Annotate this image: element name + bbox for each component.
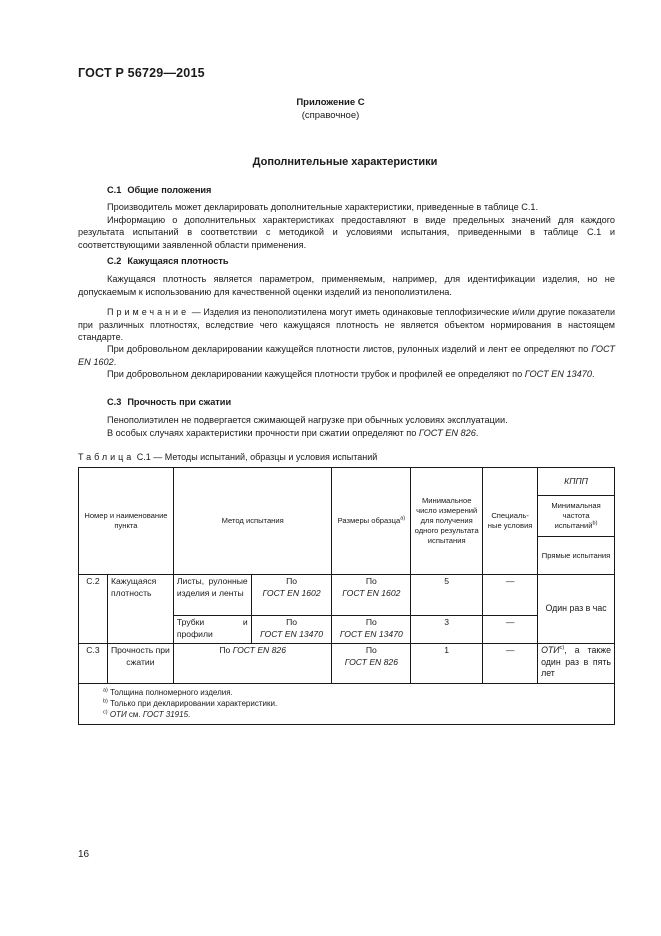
section-c1-body: [78, 201, 615, 251]
paragraph: Производитель может декларировать дополнительные характеристики, приведенные в таблице С.1.: [107, 202, 539, 212]
row-count: 1: [411, 644, 483, 684]
header-min-count: Минимальное число измерений для получения одного результата испытания: [411, 468, 483, 575]
standard-ref: ГОСТ EN 1602: [342, 587, 401, 598]
row-name: Кажущаяся плотность: [107, 575, 173, 644]
paragraph: Пенополиэтилен не подвергается сжимающей нагрузке при обычных условиях эксплуатации.: [107, 415, 508, 425]
row-count: 3: [411, 616, 483, 644]
row-direct: $ОТИ^{с)}$, а также один раз в пять лет: [538, 644, 615, 684]
table-row: [79, 644, 615, 684]
header-item: Номер и наименование пункта: [79, 468, 174, 575]
footnote-mark: с): [559, 645, 565, 652]
row-direct: Один раз в час: [538, 575, 615, 644]
section-number: С.2: [107, 256, 122, 266]
section-title: Кажущаяся плотность: [127, 256, 229, 266]
standard-ref: ГОСТ EN 13470: [339, 628, 403, 639]
header-special: Специаль- ные условия: [483, 468, 538, 575]
row-number: С.2: [79, 575, 108, 644]
standard-ref: ГОСТ EN 826: [344, 656, 398, 667]
row-special: —: [483, 644, 538, 684]
paragraph: Информацию о дополнительных характеристиках предоставляют в виде предельных значений для каждого результата испытаний в соответствии с методикой и условиями испытания, приведенными в таблице С.1 и соответствующими заявленной области применения.: [78, 214, 615, 250]
characteristics-table: [78, 467, 615, 725]
row-method: По ГОСТ EN 1602: [251, 575, 332, 616]
table-footnotes: [79, 684, 615, 725]
standard-ref: ГОСТ EN 1602: [262, 587, 321, 598]
row-number: С.3: [79, 644, 108, 684]
section-title: Прочность при сжатии: [127, 397, 232, 407]
standard-ref: ГОСТ EN 826: [418, 427, 476, 438]
main-title: Дополнительные характеристики: [252, 156, 438, 168]
footnote: $^{с)}$ ОТИ см. ГОСТ 31915.: [103, 709, 191, 719]
section-c2-note: [78, 306, 615, 344]
table-caption-label: Таблица: [78, 452, 135, 462]
text: При добровольном декларировании кажущейся плотности трубок и профилей ее определяют по: [107, 369, 525, 380]
standard-ref: ГОСТ EN 826: [232, 645, 286, 655]
text: В особых случаях характеристики прочности при сжатии определяют по: [107, 427, 419, 438]
section-title: Общие положения: [127, 185, 212, 195]
row-size: По ГОСТ EN 1602: [332, 575, 411, 616]
row-special: —: [483, 616, 538, 644]
section-c2-heading: [107, 256, 229, 266]
section-c1-heading: [107, 185, 211, 195]
header-kppp: КППП: [538, 468, 615, 496]
row-product: Листы, рулонные изделия и ленты: [173, 575, 251, 616]
note-text: — Изделия из пенополиэтилена могут иметь одинаковые теплофизические и/или другие показатели при различных плотностях, вследствие чего кажущаяся плотность не является объектом нормирования в настоящем стандарте.: [78, 307, 615, 343]
section-c3-heading: [107, 397, 231, 407]
annex-subtitle: (справочное): [301, 110, 360, 121]
page-number: 16: [78, 849, 90, 860]
annex-title: Приложение С: [296, 97, 365, 108]
annex-heading: [0, 96, 661, 122]
standard-code: ГОСТ Р 56729—2015: [78, 66, 205, 80]
row-special: —: [483, 575, 538, 616]
standard-ref: ГОСТ EN 1602: [78, 344, 615, 367]
header-size: Размеры образца$^{а)}$: [332, 468, 411, 575]
paragraph: Кажущаяся плотность является параметром, применяемым, например, для идентификации изделия, но не допускаемым к использованию для качественной оценки изделий из пенополиэтилена.: [78, 274, 615, 297]
row-name: Прочность при сжатии: [107, 644, 173, 684]
section-c2-para1: [78, 273, 615, 298]
standard-ref: ОТИ: [541, 645, 560, 655]
text: .: [475, 427, 479, 438]
section-number: С.1: [107, 185, 122, 195]
row-method: По ГОСТ EN 13470: [251, 616, 332, 644]
section-number: С.3: [107, 397, 122, 407]
standard-ref: ГОСТ EN 13470: [524, 369, 592, 380]
header-method: Метод испытания: [173, 468, 332, 575]
text: .: [592, 369, 595, 380]
footnote: $^{а)}$ Толщина полномерного изделия.: [103, 687, 233, 697]
footnote-mark: а): [400, 515, 406, 522]
section-c2-para2: [78, 343, 615, 381]
header-direct: Прямые испытания: [538, 537, 615, 575]
table-row: [79, 575, 615, 616]
footnote: $^{b)}$ Только при декларировании характеристики.: [103, 698, 278, 708]
text: При добровольном декларировании кажущейся плотности листов, рулонных изделий и лент ее определяют по: [107, 344, 592, 354]
footnote-mark: b): [592, 520, 598, 527]
table-caption: [78, 452, 377, 462]
row-count: 5: [411, 575, 483, 616]
standard-ref: ГОСТ EN 13470: [260, 628, 323, 639]
row-size: По ГОСТ EN 13470: [332, 616, 411, 644]
row-method: По ГОСТ EN 826: [173, 644, 332, 684]
text: .: [113, 356, 117, 367]
row-product: Трубки и профили: [173, 616, 251, 644]
row-size: По ГОСТ EN 826: [332, 644, 411, 684]
section-c3-body: [78, 414, 615, 439]
table-caption-text: С.1 — Методы испытаний, образцы и условия испытаний: [134, 452, 378, 462]
header-frequency: Минимальная частота испытаний$^{b)}$: [538, 496, 615, 537]
note-label: Примечание: [107, 307, 190, 317]
